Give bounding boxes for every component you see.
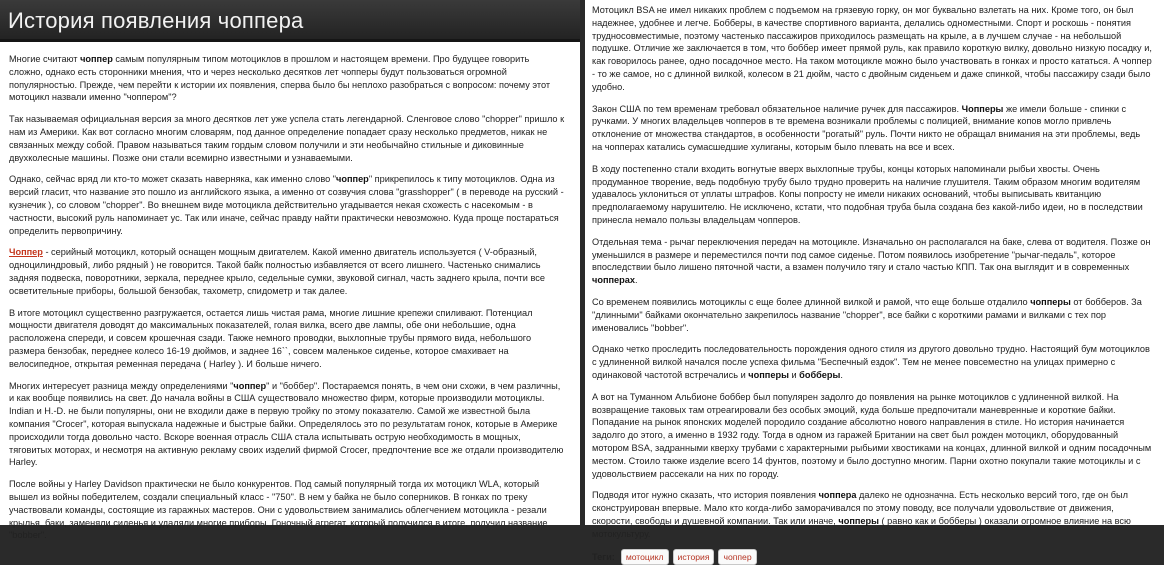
- title-bar: [0, 0, 580, 42]
- paragraph: Однако четко проследить последовательность порождения одного стиля из другого довольно трудно. Настоящий бум мотоциклов с удлиненной вилкой начался после успеха фильма "Беспечный ездок". Тем не менее повсеместно на улицах примерно с одинаковой частотой встречались и чопперы и бобберы.: [592, 344, 1150, 380]
- paragraph: В итоге мотоцикл существенно разгружается, остается лишь чистая рама, многие лишние крепежи спиливают. Потенциал мощности двигателя доводят до максимальных показателей, голая вилка, всего две лампы, обе они небольшие, одна расположена спереди, и совсем крошечная сзади. Также немного проводки, выхлопные трубы прямого вида, небольшого размера бензобак, переднее колесо 16-19 дюймов, и заднее 16``, совсем маленькое сиденье, которое смахивает на велосипедное, открытая ременная передача ( Harley ). И больше ничего.: [9, 307, 533, 369]
- paragraph: Мотоцикл BSA не имел никаких проблем с подъемом на грязевую горку, он мог буквально взлетать на них. Кроме того, он был надежнее, удобнее и легче. Бобберы, в качестве спортивного варианта, делались одноместными. Спорт и роскошь - понятия трудносовместимые, поэтому частенько пассажиров приходилось размещать на крыле, а в лучшем случае - на небольшой подушке. Отличие же заключается в том, что боббер имеет прямой руль, как правило короткую вилку, довольно низкую посадку и, как говорилось ранее, одно посадочное место. На таком мотоцикле можно было участвовать в гонках и просто кататься. А чоппер - то же самое, но с длинной вилкой, колесом в 21 дюйм, часто с двойным сиденьем и даже спинкой, чтобы пассажиру сзади было удобно.: [592, 5, 1152, 92]
- paragraph: А вот на Туманном Альбионе боббер был популярен задолго до появления на рынке мотоциклов с удлиненной вилкой. На возвращение таковых там отреагировали без особых эмоций, куда больше предпочитали маневренные и короткие байки. Попадание на рынок японских моделей породило создание абсолютно нового направления в стиле. Но история начинается задолго до этого, а именно в 1932 году. Тогда в одном из гаражей Британии на свет был рожден мотоцикл, оборудованный мотором BSA, задранными кверху трубами с характерными рыбьими хвостиками на концах, длинной вилкой и одним посадочным местом. Стоило также изделие всего 14 фунтов, поэтому и было доступно многим. Парни охотно покупали такие мотоциклы и с удовольствием рассекали на них по городу.: [592, 391, 1152, 479]
- tag-chopper[interactable]: чоппер: [718, 549, 756, 565]
- paragraph: Со временем появились мотоциклы с еще более длинной вилкой и рамой, что еще больше отдалило чопперы от бобберов. За "длинными" байками окончательно закрепилось название "chopper", все байки с короткими рамами и вилками с тех пор именовались "bobber".: [592, 296, 1142, 333]
- paragraph: Закон США по тем временам требовал обязательное наличие ручек для пассажиров. Чопперы же имели больше - спинки с ручками. У многих владельцев чопперов в те времена возникали проблемы с полицией, внимание копов могло привлечь отклонение от множества стандартов, в особенности "рогатый" руль. Почти никто не обращал внимания на эти проблемы, ведь на чопперах катались сумасшедшие хулиганы, которым было плевать на все и всех.: [592, 103, 1141, 152]
- left-column: [0, 0, 580, 541]
- page-title: История появления чоппера: [8, 8, 304, 33]
- tag-motorcycle[interactable]: мотоцикл: [621, 549, 669, 565]
- right-column: [585, 0, 1164, 563]
- paragraph: После войны у Harley Davidson практически не было конкурентов. Под самый популярный тогда их мотоцикл WLA, который вышел из войны победителем, создали специальный класс - "750". В нем у байка не было соперников. В гонках по треку участвовали команды, состоящие из гаражных мастеров. Они с удовольствием занимались облегчением мотоцикла - резали крылья, баки, заменяли сиденья и удаляли многие приборы. Гоночный агрегат, который получился в итоге, получил название "bobber".: [9, 479, 548, 541]
- paragraph: В ходу постепенно стали входить вогнутые вверх выхлопные трубы, концы которых напоминали рыбьи хвосты. Очень продуманное творение, ведь подобную трубу было трудно проверить на наличие глушителя. Таким образом многим водителям удавалось уклониться от уплаты штрафов. Копы попросту не имели никаких оснований, чтобы выписывать квитанцию предполагаемому нарушителю. Не исключено, кстати, что подобная труба была создана без какой-либо идеи, но в последствии принесла немало пользы владельцам чопперов.: [592, 163, 1143, 225]
- paragraph: Многих интересует разница между определениями "чоппер" и "боббер". Постараемся понять, в чем они схожи, в чем различны, и как вообще появились на свет. До начала войны в США существовало множество фирм, которые производили мотоциклы. Indian и H.-D. не были популярны, они не входили даже в первую тройку по этому показателю. Самой же известной была компания "Crocer", которая выпускала надежные и быстрые байки. Определялось это по результатам гонок, которые в Америке происходили тогда довольно часто. Вскоре военная отрасль США стала испытывать острую необходимость в мощных, тяговитых моторах, и несмотря на активную рекламу своих изделий фирмой Crocer, предпочтение все же отдали производителю Harley.: [9, 380, 564, 468]
- paragraph: Многие считают чоппер самым популярным типом мотоциклов в прошлом и настоящем времени. Про будущее говорить сложно, однако есть сторонники мнения, что и через несколько десятков лет чопперы будут пользоваться огромной популярностью. Прежде, чем перейти к истории их появления, сперва было бы неплохо разобраться с вопросом: почему этот мотоцикл назвали именно "чоппером"?: [9, 54, 551, 103]
- paragraph: Чоппер - серийный мотоцикл, который оснащен мощным двигателем. Какой именно двигатель используется ( V-образный, одноцилиндровый, либо рядный ) не говорится. Такой байк полностью избавляется от всего лишнего. Частенько снимались задняя подвеска, поворотники, зеркала, переднее крыло, седельные сумки, звуковой сигнал, часть заднего крыла, почти все осветительные приборы, большой бензобак, тахометр, спидометр и так далее.: [9, 247, 545, 296]
- tags-row: [592, 549, 1152, 565]
- tags-label: Теги:: [592, 552, 615, 563]
- chopper-link[interactable]: Чоппер: [9, 247, 43, 258]
- paragraph: Подводя итог нужно сказать, что история появления чоппера далеко не однозначна. Есть несколько версий того, где он был сконструирован впервые. Мало кто когда-либо заморачивался по этому поводу, все получали удовольствие от движения, скорости, свободы и душевной компании. Так или иначе, чопперы ( равно как и бобберы ) оказали огромное влияние на всю мотокультуру.: [592, 490, 1131, 539]
- paragraph: Однако, сейчас вряд ли кто-то может сказать наверняка, как именно слово "чоппер" прикрепилось к типу мотоциклов. Одна из версий гласит, что название это пошло из английского языка, а именно от созвучия слова "grasshopper" ( в переводе на русский - кузнечик ), со словом "chopper". Во внешнем виде мотоцикла действительно угадывается некая схожесть с насекомым - в частности, высокий руль напоминает ус. Так или иначе, сейчас правду найти практически невозможно. Куда проще постараться определить первопричину.: [9, 174, 564, 236]
- paragraph: Так называемая официальная версия за много десятков лет уже успела стать легендарной. Сленговое слово "chopper" пришло к нам из Америки. Как вот согласно многим словарям, под данное определение попадает сразу несколько предметов, никак не связанных между собой. Правом называться таким гордым словом получили и эти необычайно стильные и диковинные двухколесные машины. Позже они стали всемирно известными и узнаваемыми.: [9, 114, 565, 163]
- article-body-left: [0, 42, 580, 542]
- paragraph: Отдельная тема - рычаг переключения передач на мотоцикле. Изначально он располагался на баке, слева от водителя. Позже он уменьшился в размере и переместился почти под самое сиденье. Потом появилось изобретение "рычаг-педаль", которое впоследствии было лишено пяточной части, а взамен получило тягу и стало частью КПП. Так она выглядит и в современных чопперах.: [592, 236, 1151, 286]
- article-body-right: [585, 0, 1164, 565]
- tag-history[interactable]: история: [673, 549, 715, 565]
